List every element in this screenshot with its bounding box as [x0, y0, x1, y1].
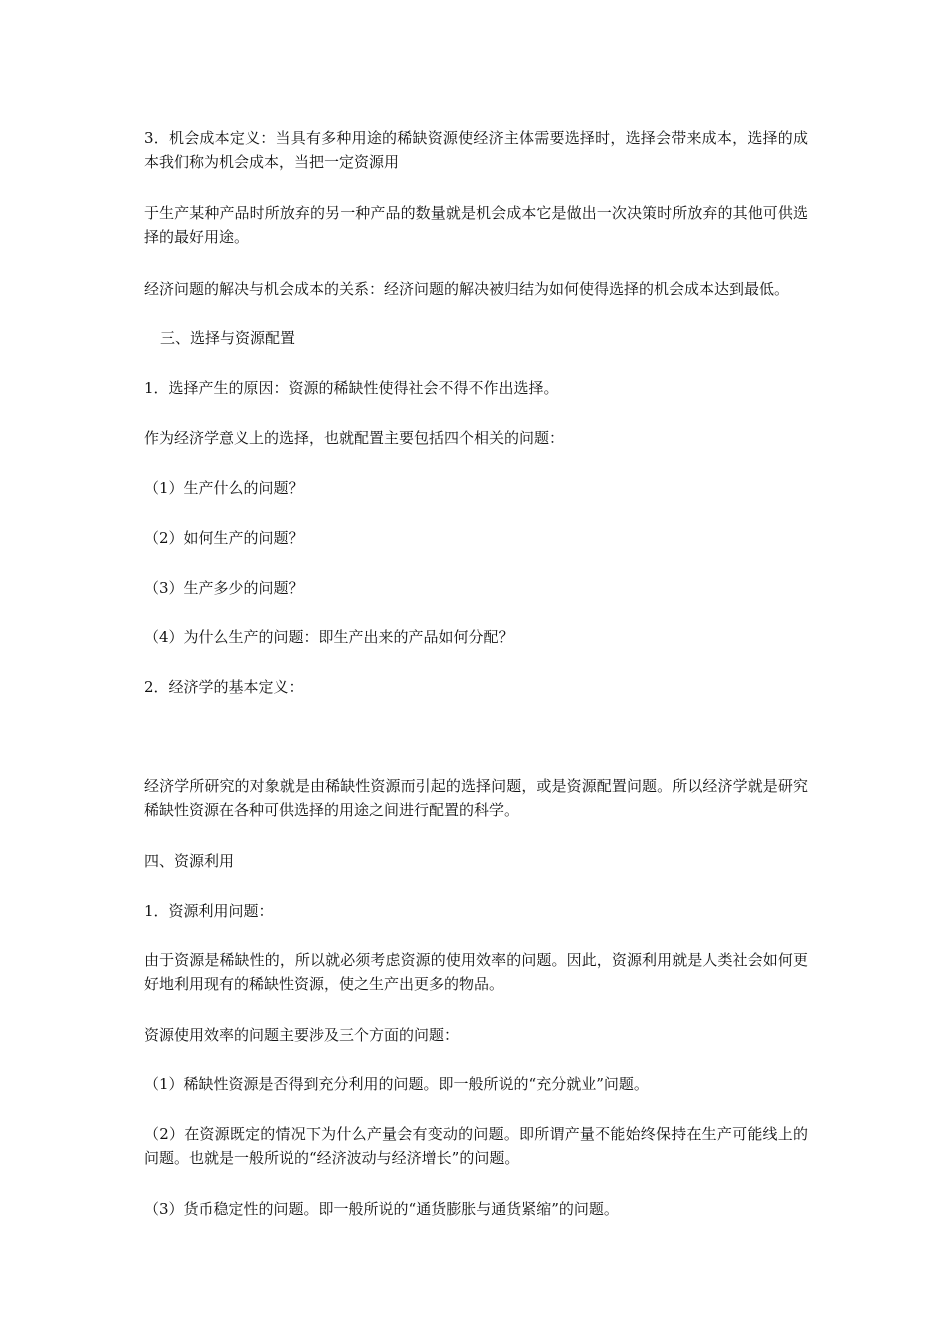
paragraph-resource-utilization-problem: 1．资源利用问题： — [144, 902, 274, 920]
list-item-how-much-to-produce: （3）生产多少的问题？ — [144, 579, 304, 597]
section-heading-choice-allocation: 三、选择与资源配置 — [160, 329, 296, 347]
paragraph-three-aspects-intro: 资源使用效率的问题主要涉及三个方面的问题： — [144, 1026, 460, 1044]
list-item-for-whom-to-produce: （4）为什么生产的问题：即生产出来的产品如何分配？ — [144, 628, 514, 646]
list-item-how-to-produce: （2）如何生产的问题？ — [144, 529, 304, 547]
paragraph-economics-definition-heading: 2．经济学的基本定义： — [144, 678, 304, 696]
list-item-economic-fluctuation: （2）在资源既定的情况下为什么产量会有变动的问题。即所谓产量不能始终保持在生产可能线上的问题。也就是一般所说的“经济波动与经济增长”的问题。 — [144, 1125, 808, 1167]
paragraph-economic-problem-relation: 经济问题的解决与机会成本的关系：经济问题的解决被归结为如何使得选择的机会成本达到最低。 — [144, 280, 790, 298]
paragraph-resource-efficiency: 由于资源是稀缺性的，所以就必须考虑资源的使用效率的问题。因此，资源利用就是人类社会如何更好地利用现有的稀缺性资源，使之生产出更多的物品。 — [144, 951, 808, 993]
paragraph-opportunity-cost-definition: 3．机会成本定义：当具有多种用途的稀缺资源使经济主体需要选择时，选择会带来成本，选择的成本我们称为机会成本，当把一定资源用 — [144, 129, 808, 171]
list-item-monetary-stability: （3）货币稳定性的问题。即一般所说的“通货膨胀与通货紧缩”的问题。 — [144, 1200, 619, 1218]
paragraph-reason-for-choice: 1．选择产生的原因：资源的稀缺性使得社会不得不作出选择。 — [144, 379, 559, 397]
paragraph-economics-definition: 经济学所研究的对象就是由稀缺性资源而引起的选择问题，或是资源配置问题。所以经济学就是研究稀缺性资源在各种可供选择的用途之间进行配置的科学。 — [144, 777, 808, 819]
section-heading-resource-utilization: 四、资源利用 — [144, 852, 235, 870]
list-item-what-to-produce: （1）生产什么的问题？ — [144, 479, 304, 497]
paragraph-four-questions-intro: 作为经济学意义上的选择，也就配置主要包括四个相关的问题： — [144, 429, 565, 447]
list-item-full-employment: （1）稀缺性资源是否得到充分利用的问题。即一般所说的“充分就业”问题。 — [144, 1075, 649, 1093]
paragraph-opportunity-cost-continued: 于生产某种产品时所放弃的另一种产品的数量就是机会成本它是做出一次决策时所放弃的其他可供选择的最好用途。 — [144, 204, 808, 246]
